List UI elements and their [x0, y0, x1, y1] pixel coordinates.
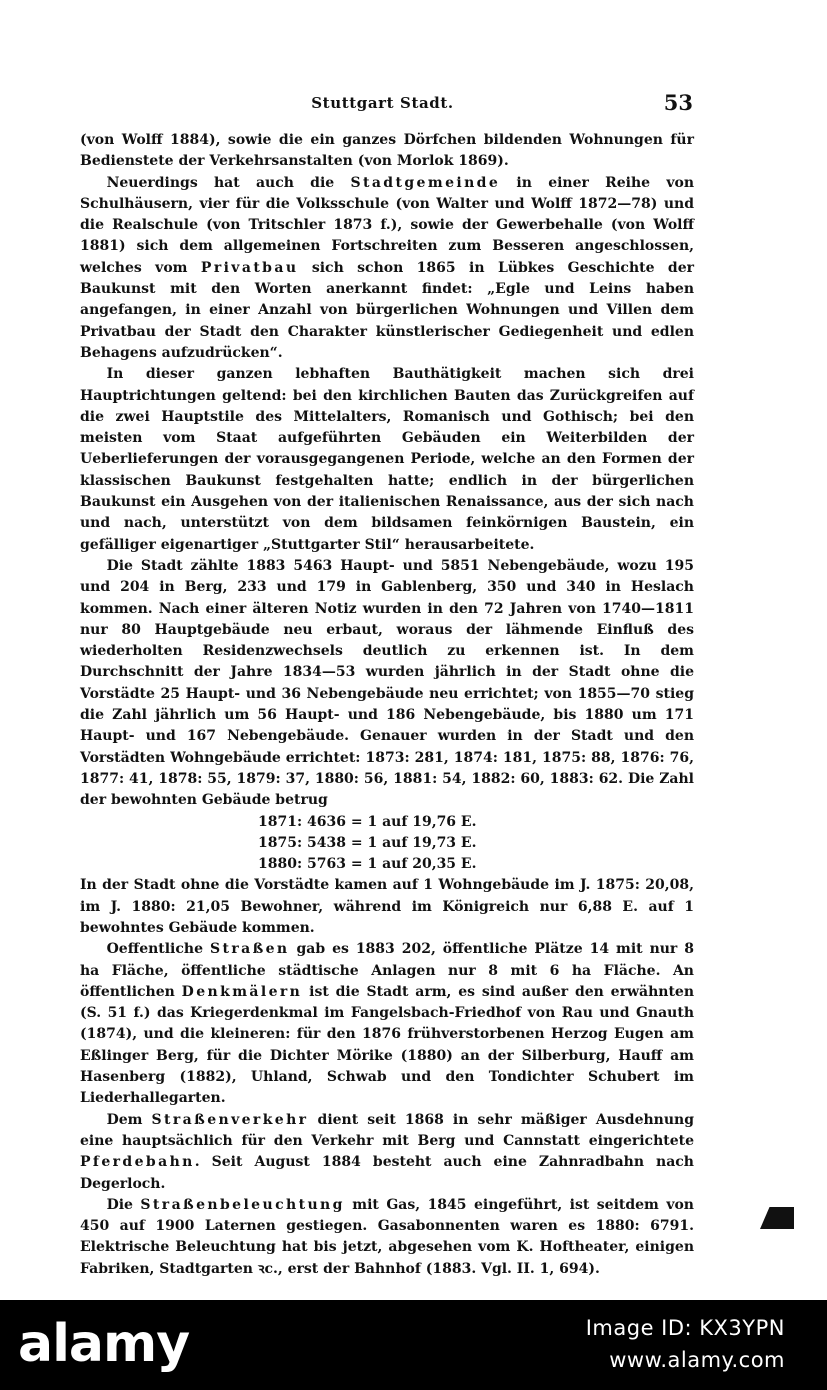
- spaced-term: Straßen: [209, 941, 290, 958]
- statistics-block: [258, 812, 518, 876]
- paragraph-bewohner: In der Stadt ohne die Vorstädte kamen auf 1 Wohngebäude im J. 1875: 20,08, im J. 1880: 21,05 Bewohner, während im Königreich nur 6,88 E. auf 1 bewohntes Gebäude kommen.: [80, 877, 694, 936]
- text-run: gab es 1883 202, öffentliche Plätze 14 mit nur 8 ha Fläche, öffentliche städtische Anlagen nur 8 mit 6 ha Fläche. An öffentlichen: [80, 941, 694, 1000]
- spaced-term: Straßenverkehr: [151, 1111, 309, 1128]
- body-text: [80, 130, 694, 1280]
- text-run: Dem: [106, 1111, 152, 1128]
- watermark-footer: [0, 1300, 827, 1390]
- paragraph-hauptrichtungen: In dieser ganzen lebhaften Bauthätigkeit machen sich drei Hauptrichtungen geltend: bei den kirchlichen Bauten das Zurückgreifen auf die zwei Hauptstile des Mittelalters, Romanisch und Gothisch; bei den meisten vom Staat aufgeführten Gebäuden ein Weiterbilden der Ueberlieferungen der vorausgegangenen Periode, welche an den Formen der klassischen Baukunst festgehalten hatte; endlich in der bürgerlichen Baukunst ein Ausgehen von der italienischen Renaissance, aus der sich nach und nach, unterstützt von dem bildsamen feinkörnigen Baustein, ein gefälliger eigenartiger „Stuttgarter Stil“ herausarbeitete.: [80, 366, 694, 553]
- brand-logo: alamy: [18, 1314, 190, 1374]
- text-run: Oeffentliche: [106, 941, 210, 958]
- text-run: in einer Reihe von Schulhäusern, vier für die Volksschule (von Walter und Wolff 1872—78) und die Realschule (von Tritschler 1873 f.), sowie der Gewerbehalle (von Wolff 1881) sich dem allgemeinen Fortschreiten zum Besseren angeschlossen, welches vom: [80, 174, 694, 276]
- running-title: Stuttgart Stadt.: [311, 94, 454, 112]
- paragraph-strassen: [80, 939, 694, 1109]
- paragraph-verkehr: [80, 1110, 694, 1195]
- spaced-term: Pferdebahn: [80, 1154, 195, 1171]
- text-run: Neuerdings hat auch die: [106, 174, 351, 191]
- image-id: Image ID: KX3YPN: [585, 1316, 785, 1340]
- text-run: Die: [106, 1196, 141, 1213]
- statistic-line: 1875: 5438 = 1 auf 19,73 E.: [258, 834, 477, 851]
- statistic-line: 1871: 4636 = 1 auf 19,76 E.: [258, 813, 477, 830]
- spaced-term: Privatbau: [200, 259, 299, 276]
- text-run: sich schon 1865 in Lübkes Geschichte der Baukunst mit den Worten anerkannt findet: „Egle und Leins haben angefangen, in einer Anzahl von bürgerlichen Wohnungen und Villen dem Privatbau der Stadt den Charakter künstlerischer Gediegenheit und edlen Behagens aufzudrücken“.: [80, 259, 694, 361]
- paragraph-beleuchtung: [80, 1195, 694, 1280]
- paragraph-continuation: (von Wolff 1884), sowie die ein ganzes Dörfchen bildenden Wohnungen für Bedienstete der Verkehrsanstalten (von Morlok 1869).: [80, 132, 694, 170]
- text-run: dient seit 1868 in sehr mäßiger Ausdehnung eine hauptsächlich für den Verkehr mit Berg und Cannstatt eingerichtete: [80, 1111, 694, 1149]
- page-number: 53: [663, 90, 693, 115]
- text-run: ist die Stadt arm, es sind außer den erwähnten (S. 51 f.) das Kriegerdenkmal im Fangelsbach-Friedhof von Rau und Gnauth (1874), und die kleineren: für den 1876 frühverstorbenen Herzog Eugen am Eßlinger Berg, für die Dichter Mörike (1880) an der Silberburg, Hauff am Hasenberg (1882), Uhland, Schwab und den Tondichter Schubert im Liederhallegarten.: [80, 983, 695, 1107]
- site-url: www.alamy.com: [609, 1348, 785, 1372]
- spaced-term: Stadtgemeinde: [350, 174, 501, 191]
- spaced-term: Straßenbeleuchtung: [140, 1196, 345, 1213]
- statistic-line: 1880: 5763 = 1 auf 20,35 E.: [258, 856, 477, 873]
- paragraph-gebaeude: Die Stadt zählte 1883 5463 Haupt- und 5851 Nebengebäude, wozu 195 und 204 in Berg, 233 und 179 in Gablenberg, 350 und 340 in Heslach kommen. Nach einer älteren Notiz wurden in den 72 Jahren von 1740—1811 nur 80 Hauptgebäude neu erbaut, woraus der lähmende Einfluß des wiederholten Residenzwechsels deutlich zu erkennen ist. In dem Durchschnitt der Jahre 1834—53 wurden jährlich in der Stadt ohne die Vorstädte 25 Haupt- und 36 Nebengebäude neu errichtet; von 1855—70 stieg die Zahl jährlich um 56 Haupt- und 186 Nebengebäude, bis 1880 um 171 Haupt- und 167 Nebengebäude. Genauer wurden in der Stadt und den Vorstädten Wohngebäude errichtet: 1873: 281, 1874: 181, 1875: 88, 1876: 76, 1877: 41, 1878: 55, 1879: 37, 1880: 56, 1881: 54, 1882: 60, 1883: 62. Die Zahl der bewohnten Gebäude betrug: [80, 557, 694, 809]
- scan-edge-mark: [760, 1207, 794, 1229]
- text-run: mit Gas, 1845 eingeführt, ist seitdem von 450 auf 1900 Laternen gestiegen. Gasabonnenten waren es 1880: 6791. Elektrische Beleuchtung hat bis jetzt, abgesehen vom K. Hoftheater, einigen Fabriken, Stadtgarten ꝛc., erst der Bahnhof (1883. Vgl. II. 1, 694).: [80, 1196, 694, 1277]
- spaced-term: Denkmälern: [181, 983, 303, 1000]
- page-header: [78, 90, 693, 120]
- text-run: . Seit August 1884 besteht auch eine Zahnradbahn nach Degerloch.: [80, 1154, 694, 1192]
- paragraph-stadtgemeinde: [80, 173, 694, 365]
